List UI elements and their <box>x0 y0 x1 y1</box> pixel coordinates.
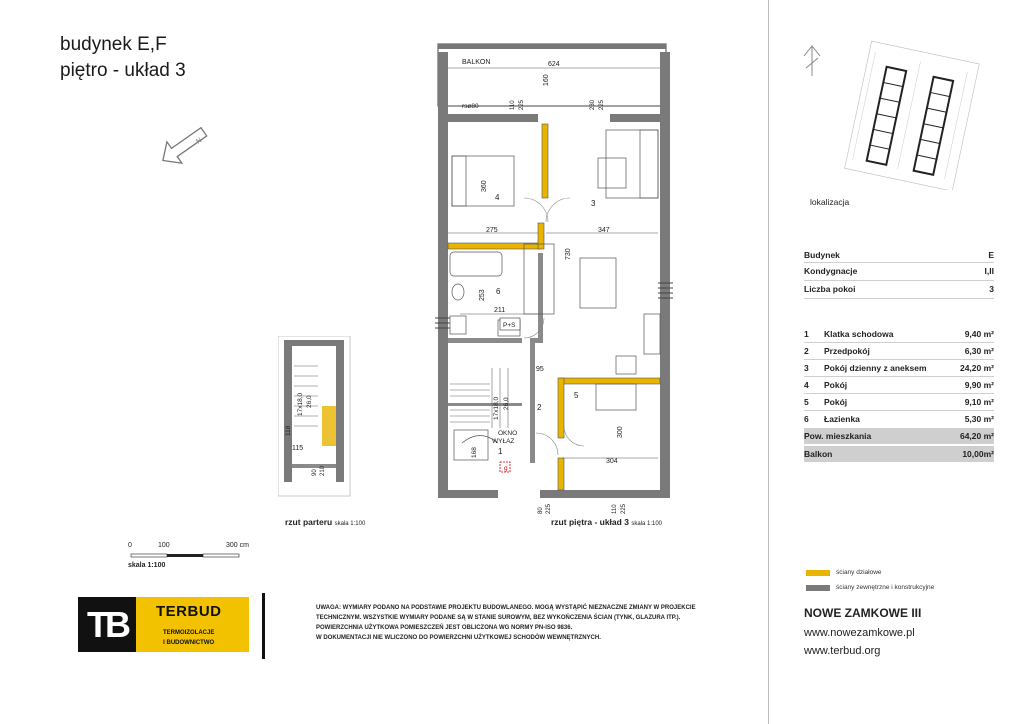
ground-dim-90: 90 <box>312 469 318 476</box>
area-name: Przedpokój <box>824 346 870 356</box>
hatch-label <box>492 430 519 445</box>
ground-floor-caption <box>285 517 365 527</box>
note-line: W DOKUMENTACJI NIE WLICZONO DO POWIERZCHNI UŻYTKOWEJ SCHODÓW WEWNĘTRZNYCH. <box>316 635 601 641</box>
summary-key: Liczba pokoi <box>804 284 856 294</box>
dim-168: 168 <box>471 447 478 458</box>
balcony-label: BALKON <box>462 59 491 66</box>
area-no: 6 <box>804 414 809 424</box>
hatch-label-line1: OKNO <box>498 430 518 437</box>
total-row-balcony <box>804 446 994 462</box>
logo-sub-line: TERMOIZOLACJE <box>163 630 215 636</box>
dim-balcony-depth: 160 <box>543 74 550 86</box>
dim-26: 26,0 <box>503 397 510 410</box>
gas-label: g <box>504 465 508 472</box>
hatch-label-line2: WYŁAZ <box>492 438 515 445</box>
dim-225-b: 225 <box>599 99 605 110</box>
dim-stair: 17x18,0 <box>493 396 500 420</box>
area-no: 5 <box>804 397 809 407</box>
dim-225-a: 225 <box>519 99 525 110</box>
dim-230: 230 <box>590 99 596 110</box>
ground-caption-scale: skala 1:100 <box>334 521 366 527</box>
dim-110-b: 110 <box>612 504 618 514</box>
area-row <box>804 361 994 375</box>
total-row-apartment <box>804 428 994 444</box>
summary-row-floors <box>804 264 994 278</box>
dim-253: 253 <box>479 289 486 301</box>
room-3-number: 3 <box>591 199 596 208</box>
area-value: 9,40 m² <box>964 329 994 339</box>
area-name: Pokój <box>824 397 848 407</box>
dim-304: 304 <box>606 458 618 465</box>
legend-swatch-structural <box>806 585 830 591</box>
note-line: POWIERZCHNIA UŻYTKOWA POMIESZCZEŃ JEST OBLICZONA WG NORMY PN-ISO 9836. <box>316 625 573 631</box>
divider <box>804 262 994 263</box>
project-url-1[interactable]: www.nowezamkowe.pl <box>804 627 915 639</box>
area-name: Pokój dzienny z aneksem <box>824 363 927 373</box>
location-map <box>796 40 986 190</box>
logo-mark <box>78 597 136 652</box>
ground-floor-plan <box>278 336 358 506</box>
divider <box>804 298 994 299</box>
area-no: 1 <box>804 329 809 339</box>
area-value: 6,30 m² <box>964 346 994 356</box>
ground-dim-stair: 17x18,0 <box>297 392 304 416</box>
ground-caption-text: rzut parteru <box>285 517 333 527</box>
total-name: Pow. mieszkania <box>804 431 872 441</box>
dim-360: 360 <box>481 180 488 192</box>
logo-sub-line: I BUDOWNICTWO <box>163 640 215 646</box>
summary-row-rooms <box>804 282 994 296</box>
dim-347: 347 <box>598 227 610 234</box>
building-title: budynek E,F <box>60 34 167 55</box>
dim-95: 95 <box>536 366 544 373</box>
upper-caption-scale: skala 1:100 <box>631 521 663 527</box>
dim-300: 300 <box>617 426 624 438</box>
area-value: 24,20 m² <box>959 363 994 373</box>
area-no: 4 <box>804 380 809 390</box>
logo-divider <box>262 593 265 659</box>
pump-label: P+S <box>503 322 516 329</box>
panel-divider <box>768 0 769 724</box>
room-1-number: 1 <box>498 447 503 456</box>
dim-225-d: 225 <box>621 503 627 514</box>
legend-swatch-partition <box>806 570 830 576</box>
room-4-number: 4 <box>495 193 500 202</box>
summary-value: E <box>988 250 994 260</box>
ground-dim-118: 118 <box>285 425 292 436</box>
dim-225-c: 225 <box>546 503 552 514</box>
note-line: TECHNICZNYM. WSZYSTKIE WYMIARY PODANE SĄ W STANIE SUROWYM, BEZ WYKOŃCZENIA ŚCIAN (TYNK, GLAZURA ITP.). <box>316 615 681 621</box>
dim-80: 80 <box>538 507 544 514</box>
dim-balcony-width: 624 <box>548 61 560 68</box>
room-5-number: 5 <box>574 391 579 400</box>
divider <box>804 359 994 360</box>
legend-label-structural: ściany zewnętrzne i konstrukcyjne <box>836 584 935 591</box>
dim-730: 730 <box>565 248 572 260</box>
legend-label-partition: ściany działowe <box>836 569 882 576</box>
divider <box>804 393 994 394</box>
dim-211: 211 <box>494 307 506 314</box>
area-value: 5,30 m² <box>964 414 994 424</box>
upper-floor-caption <box>551 517 662 527</box>
svg-text:N: N <box>195 137 204 146</box>
logo-subtitle <box>163 628 214 648</box>
divider <box>804 342 994 343</box>
disclaimer-note <box>316 603 716 643</box>
project-name: NOWE ZAMKOWE III <box>804 606 922 620</box>
area-row <box>804 378 994 392</box>
area-row <box>804 344 994 358</box>
ground-dim-115: 115 <box>292 445 304 452</box>
area-name: Pokój <box>824 380 848 390</box>
floor-layout-title: piętro - układ 3 <box>60 60 186 81</box>
divider <box>804 410 994 411</box>
note-line: UWAGA: WYMIARY PODANO NA PODSTAWIE PROJEKTU BUDOWLANEGO. MOGĄ WYSTĄPIĆ NIEZNACZNE ZMIANY W PROJEKCIE <box>316 605 696 611</box>
scale-tick-100: 100 <box>158 542 170 549</box>
upper-caption-text: rzut piętra - układ 3 <box>551 517 629 527</box>
total-value: 10,00m² <box>962 449 994 459</box>
area-value: 9,90 m² <box>964 380 994 390</box>
area-value: 9,10 m² <box>964 397 994 407</box>
location-label: lokalizacja <box>810 197 850 207</box>
logo-mark-text: TB <box>87 604 127 645</box>
total-value: 64,20 m² <box>959 431 994 441</box>
summary-key: Budynek <box>804 250 840 260</box>
divider <box>804 280 994 281</box>
scale-tick-300: 300 cm <box>226 542 249 549</box>
area-row <box>804 412 994 426</box>
vent-label: rsø80 <box>462 103 479 110</box>
project-url-2[interactable]: www.terbud.org <box>804 645 881 657</box>
area-row <box>804 327 994 341</box>
summary-value: 3 <box>989 284 994 294</box>
upper-floor-plan <box>430 38 690 518</box>
scale-label: skala 1:100 <box>128 562 166 569</box>
summary-value: I,II <box>984 266 994 276</box>
logo-name: TERBUD <box>156 603 222 620</box>
room-2-number: 2 <box>537 403 542 412</box>
dim-110: 110 <box>510 100 516 110</box>
area-name: Łazienka <box>824 414 860 424</box>
summary-row-building <box>804 248 994 262</box>
area-no: 2 <box>804 346 809 356</box>
divider <box>804 376 994 377</box>
total-name: Balkon <box>804 449 833 459</box>
scale-tick-0: 0 <box>128 542 132 549</box>
dim-275: 275 <box>486 227 498 234</box>
room-6-number: 6 <box>496 287 501 296</box>
area-name: Klatka schodowa <box>824 329 894 339</box>
area-row <box>804 395 994 409</box>
ground-dim-26: 26,0 <box>306 395 313 408</box>
north-arrow-icon <box>150 120 220 170</box>
ground-dim-210: 210 <box>320 465 326 476</box>
area-no: 3 <box>804 363 809 373</box>
summary-key: Kondygnacje <box>804 266 858 276</box>
